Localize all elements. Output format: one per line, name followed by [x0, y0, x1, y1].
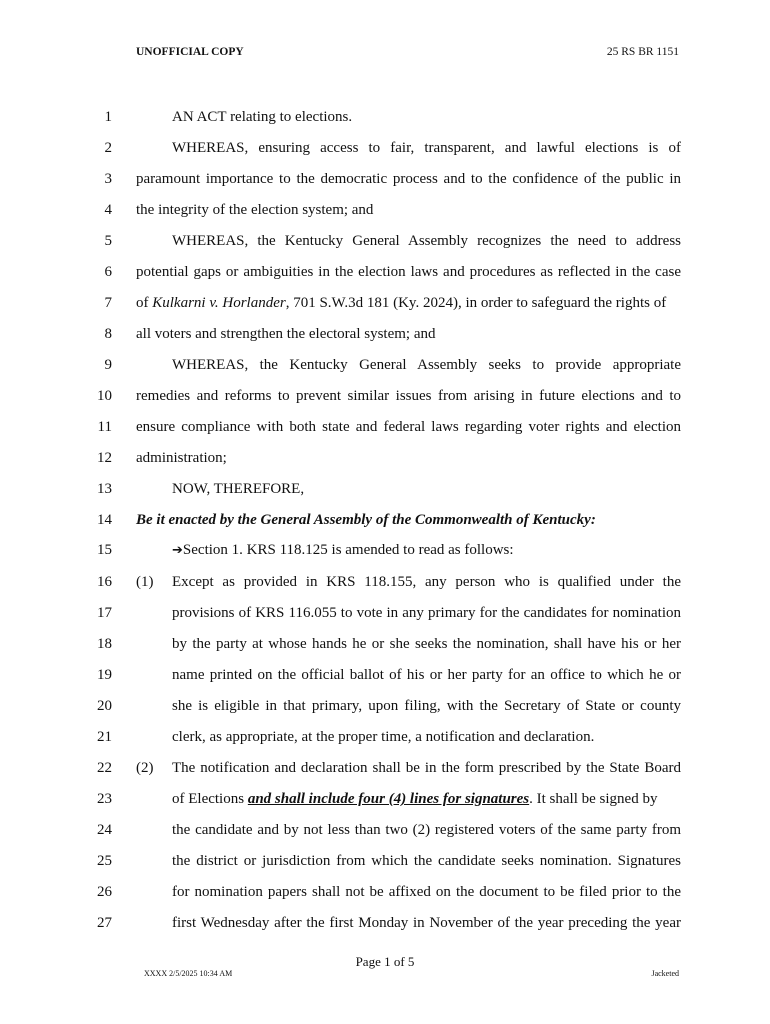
line-number: 8 — [104, 326, 112, 342]
act-title: AN ACT relating to elections. — [172, 109, 353, 125]
line-text: paramount importance to the democratic process and to the confidence of the public in — [136, 171, 681, 187]
line-text: the district or jurisdiction from which the candidate seeks nomination. Signatures — [172, 853, 681, 869]
line-number: 23 — [97, 791, 112, 807]
line-text: potential gaps or ambiguities in the election laws and procedures as reflected in the case — [136, 264, 681, 280]
line-2 — [0, 138, 770, 158]
footer-status: Jacketed — [651, 969, 679, 978]
line-number: 1 — [104, 109, 112, 125]
line-10 — [0, 386, 770, 406]
line-text: ensure compliance with both state and federal laws regarding voter rights and election — [136, 419, 681, 435]
line-number: 3 — [104, 171, 112, 187]
line-15 — [0, 540, 770, 560]
line-8 — [0, 324, 770, 344]
line-number: 6 — [104, 264, 112, 280]
line-text: provisions of KRS 116.055 to vote in any primary for the candidates for nomination — [172, 605, 681, 621]
line-number: 26 — [97, 884, 112, 900]
inserted-text: and shall include four (4) lines for signatures — [247, 791, 530, 807]
line-3 — [0, 169, 770, 189]
footer-timestamp: XXXX 2/5/2025 10:34 AM — [144, 969, 233, 978]
enacting-clause: Be it enacted by the General Assembly of the Commonwealth of Kentucky: — [136, 512, 596, 528]
line-number: 24 — [97, 822, 112, 838]
line-text-prefix: of — [136, 295, 153, 311]
line-text-suffix: , 701 S.W.3d 181 (Ky. 2024), in order to safeguard the rights of — [285, 295, 667, 311]
subsection-label: (2) — [136, 760, 154, 776]
section-heading-text: Section 1. KRS 118.125 is amended to read as follows: — [182, 542, 514, 558]
line-text: NOW, THEREFORE, — [172, 481, 305, 497]
line-20 — [0, 696, 770, 716]
case-citation-name: Kulkarni v. Horlander — [152, 295, 286, 311]
line-text: the integrity of the election system; and — [136, 202, 374, 218]
line-23 — [0, 789, 770, 809]
line-number: 12 — [97, 450, 112, 466]
line-text: for nomination papers shall not be affixed on the document to be filed prior to the — [172, 884, 681, 900]
line-27 — [0, 913, 770, 933]
line-text: clerk, as appropriate, at the proper time, a notification and declaration. — [172, 729, 595, 745]
line-26 — [0, 882, 770, 902]
line-number: 22 — [97, 760, 112, 776]
page-number: Page 1 of 5 — [355, 954, 415, 969]
line-text: WHEREAS, the Kentucky General Assembly seeks to provide appropriate — [172, 357, 681, 373]
line-text-suffix: . It shall be signed by — [529, 791, 658, 807]
line-1 — [0, 107, 770, 127]
line-text — [172, 789, 681, 809]
line-14 — [0, 510, 770, 530]
line-number: 15 — [97, 542, 112, 558]
line-number: 9 — [104, 357, 112, 373]
line-number: 21 — [97, 729, 112, 745]
line-19 — [0, 665, 770, 685]
line-number: 5 — [104, 233, 112, 249]
line-number: 18 — [97, 636, 112, 652]
line-6 — [0, 262, 770, 282]
line-18 — [0, 634, 770, 654]
line-24 — [0, 820, 770, 840]
line-22 — [0, 758, 770, 778]
line-text: Except as provided in KRS 118.155, any person who is qualified under the — [172, 574, 681, 590]
line-text: name printed on the official ballot of his or her party for an office to which he or — [172, 667, 681, 683]
line-21 — [0, 727, 770, 747]
line-13 — [0, 479, 770, 499]
line-number: 27 — [97, 915, 112, 931]
line-number: 14 — [97, 512, 112, 528]
line-text: administration; — [136, 450, 227, 466]
line-25 — [0, 851, 770, 871]
line-number: 10 — [97, 388, 112, 404]
line-17 — [0, 603, 770, 623]
line-text: WHEREAS, the Kentucky General Assembly recognizes the need to address — [172, 233, 681, 249]
line-text: The notification and declaration shall be in the form prescribed by the State Board — [172, 760, 681, 776]
line-text: by the party at whose hands he or she seeks the nomination, shall have his or her — [172, 636, 681, 652]
line-number: 17 — [97, 605, 112, 621]
line-9 — [0, 355, 770, 375]
line-number: 7 — [104, 295, 112, 311]
line-16 — [0, 572, 770, 592]
line-number: 25 — [97, 853, 112, 869]
line-7 — [0, 293, 770, 313]
line-text: remedies and reforms to prevent similar issues from arising in future elections and to — [136, 388, 681, 404]
line-4 — [0, 200, 770, 220]
line-5 — [0, 231, 770, 251]
line-number: 19 — [97, 667, 112, 683]
subsection-label: (1) — [136, 574, 154, 590]
line-12 — [0, 448, 770, 468]
line-number: 4 — [104, 202, 112, 218]
line-text — [136, 293, 681, 313]
line-text: she is eligible in that primary, upon filing, with the Secretary of State or county — [172, 698, 681, 714]
line-text: the candidate and by not less than two (2) registered voters of the same party from — [172, 822, 681, 838]
line-text-prefix: of Elections — [172, 791, 248, 807]
line-number: 16 — [97, 574, 112, 590]
header-bill-request-number: 25 RS BR 1151 — [606, 46, 679, 58]
line-number: 13 — [97, 481, 112, 497]
line-text: all voters and strengthen the electoral system; and — [136, 326, 436, 342]
arrow-right-icon: ➔ — [172, 543, 183, 558]
line-text: WHEREAS, ensuring access to fair, transparent, and lawful elections is of — [172, 140, 681, 156]
line-number: 2 — [104, 140, 112, 156]
line-11 — [0, 417, 770, 437]
section-heading — [172, 540, 681, 561]
line-number: 11 — [97, 419, 112, 435]
line-text: first Wednesday after the first Monday in November of the year preceding the year — [172, 915, 681, 931]
line-number: 20 — [97, 698, 112, 714]
header-unofficial-copy: UNOFFICIAL COPY — [136, 46, 244, 58]
